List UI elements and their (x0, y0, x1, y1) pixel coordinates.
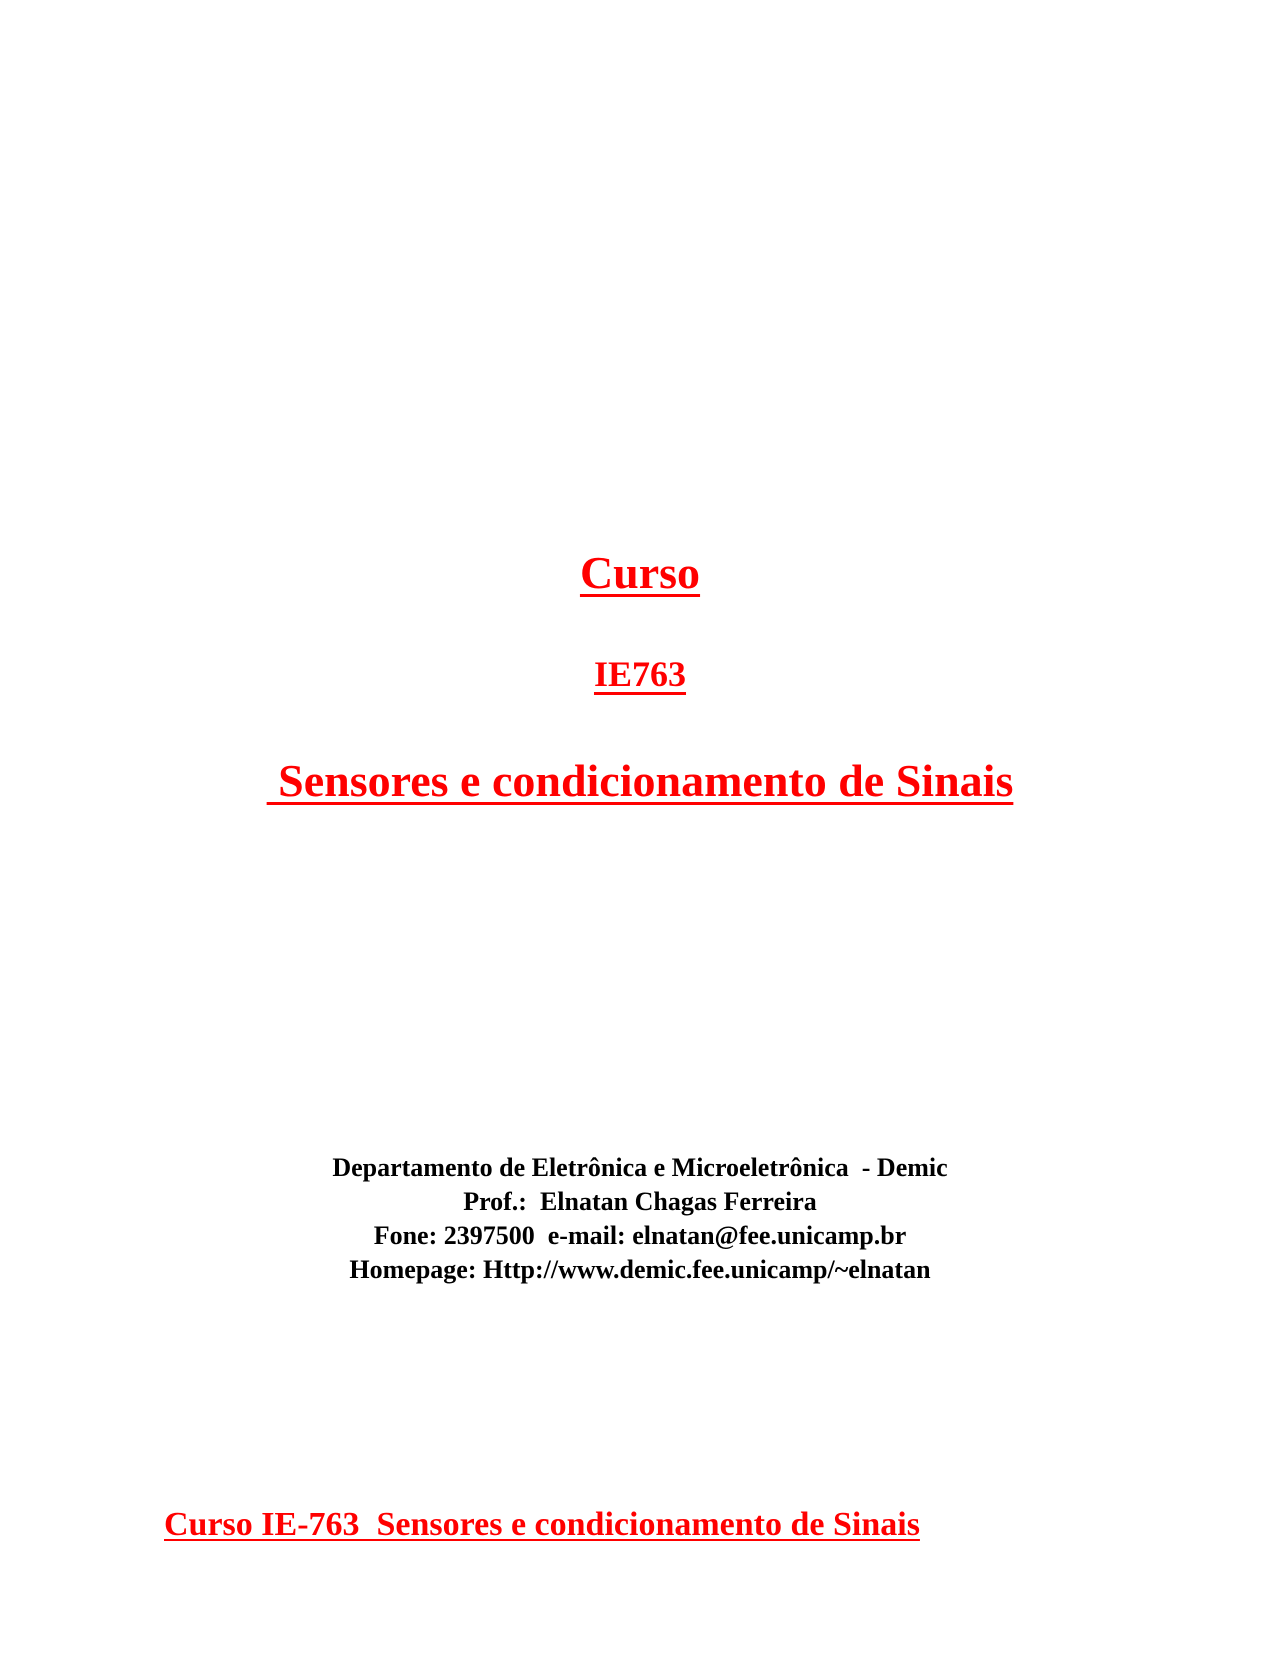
course-name: Sensores e condicionamento de Sinais (266, 755, 1014, 806)
department-line: Departamento de Eletrônica e Microeletrônica - Demic (332, 1153, 948, 1182)
contact-block (0, 1151, 1280, 1287)
professor-line: Prof.: Elnatan Chagas Ferreira (463, 1187, 817, 1216)
footer-course-title: Curso IE-763 Sensores e condicionamento de Sinais (164, 1506, 920, 1543)
course-code: IE763 (593, 654, 687, 694)
cover-title: Curso (579, 547, 701, 598)
homepage-line: Homepage: Http://www.demic.fee.unicamp/~elnatan (349, 1255, 931, 1284)
phone-email-line: Fone: 2397500 e-mail: elnatan@fee.unicamp.br (373, 1221, 907, 1250)
